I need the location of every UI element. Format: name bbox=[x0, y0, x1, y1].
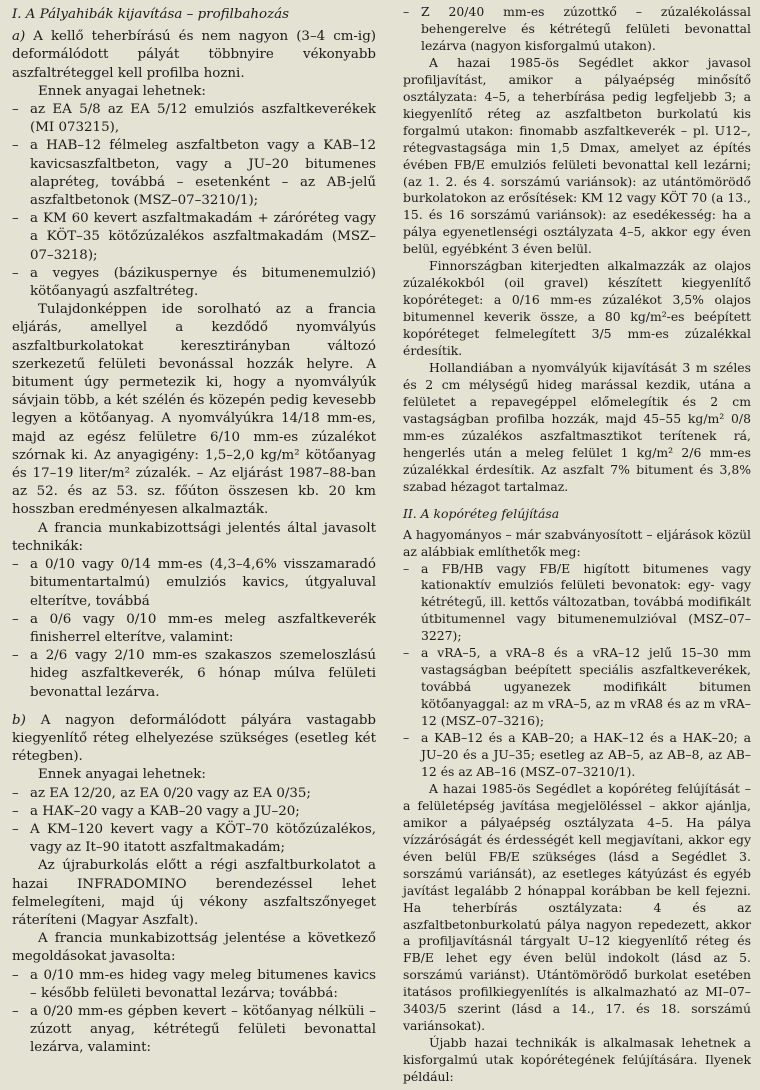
wear-item-3: – a KAB–12 és a KAB–20; a HAK–12 és a HAK–20; a JU–20 és a JU–35; esetleg az AB–5, az AB–8, az AB–12 és az AB–16 (MSZ–07–3210/1). bbox=[403, 730, 751, 781]
a-item-3: – a KM 60 kevert aszfaltmakadám + záróréteg vagy a KÖT–35 kötőzúzalékos aszfaltmakadám (MSZ–07–3218); bbox=[12, 210, 376, 265]
paragraph-segedlet-wear: A hazai 1985-ös Segédlet a kopóréteg felújítását – a felületépség javítása megjelöléssel – akkor ajánlja, amikor a pályaépség osztályzata 4–5. Ha pálya vízzáróságát és érdességét kell megjavítani, akkor egy éven belül FB/E szükséges (lásd a Segédlet 3. sorszámú variánsát), az esetleges kátyúzást és egyéb javítást legalább 2 hónappal korábban be kell fejezni. Ha teherbírás osztályzata: 4 és az aszfaltbetonburkolatú pálya nagyon repedezett, akkor a profiljavításnál tárgyalt U–12 kiegyenlítő réteg és FB/E lehet egy éven belül indokolt (lásd az 5. sorszámú variánst). Utántömörödő burkolat esetében itatásos profilkiegyenlítés is alkalmazható az MI–07–3403/5 szerint (lásd a 14., 17. és 18. sorszámú variánsokat). bbox=[403, 780, 751, 1034]
a-item-2: – a HAB–12 félmeleg aszfaltbeton vagy a KAB–12 kavicsaszfaltbeton, vagy a JU–20 bitumenes alapréteg, továbbá – esetenként – az AB-jelű aszfaltbetonok (MSZ–07–3210/1); bbox=[12, 137, 376, 210]
b-tech-1: – a 0/10 mm-es hideg vagy meleg bitumenes kavics – később felületi bevonattal lezárva; továbbá: bbox=[12, 967, 376, 1003]
subsection-b bbox=[12, 712, 376, 767]
subsection-a-letter: a) bbox=[12, 29, 26, 45]
b-item-1: – az EA 12/20, az EA 0/20 vagy az EA 0/35; bbox=[12, 785, 376, 803]
subsection-b-text: A nagyon deformálódott pályára vastagabb kiegyenlítő réteg elhelyezése szükséges (esetleg két rétegben). bbox=[12, 712, 376, 765]
paragraph-netherlands: Hollandiában a nyomvályúk kijavítását 3 m széles és 2 cm mélységű hideg marással kezdik, utána a felületet a repavegéppel előmelegítik és 2 cm vastagságban profilba hozzák, majd 45–55 kg/m² 0/8 mm-es zúzalékos aszfaltmasztikot terítenek rá, hengerlés után a meleg felület 1 kg/m² 2/6 mm-es zúzalékkal érdesítik. Az aszfalt 7% bitument és 3,8% szabad hézagot tartalmaz. bbox=[403, 360, 751, 494]
subsection-b-letter: b) bbox=[12, 712, 26, 728]
b-tech-2: – a 0/20 mm-es gépben kevert – kötőanyag nélküli – zúzott anyag, kétrétegű felületi bevonattal lezárva, valamint: bbox=[12, 1003, 376, 1058]
b-item-2: – a HAK–20 vagy a KAB–20 vagy a JU–20; bbox=[12, 803, 376, 821]
b-item-3: – A KM–120 kevert vagy a KÖT–70 kötőzúzalékos, vagy az It–90 itatott aszfaltmakadám; bbox=[12, 821, 376, 857]
b-paragraph-infradomino: Az újraburkolás előtt a régi aszfaltburkolatot a hazai INFRADOMINO berendezéssel lehet felmelegíteni, majd új vékony aszfaltszőnyeget ráteríteni (Magyar Aszfalt). bbox=[12, 858, 376, 928]
wear-item-1: – a FB/HB vagy FB/E higított bitumenes vagy kationaktív emulziós felületi bevonatok: egy- vagy kétrétegű, ill. kettős változatban, továbbá modifikált útbitumennel vagy bitumenemulzióval (MSZ–07–3227); bbox=[403, 561, 751, 646]
subsection-a-text: A kellő teherbírású és nem nagyon (3–4 cm-ig) deformálódott pályát többnyire vékonyabb aszfaltréteggel kell profilba hozni. bbox=[12, 29, 376, 81]
paragraph-segedlet-profile: A hazai 1985-ös Segédlet akkor javasol profiljavítást, amikor a pályaépség minősítő osztályzata: 4–5, a teherbírása pedig legfeljebb 3; a kiegyenlítő réteg az aszfaltbeton burkolatú kis forgalmú utakon: finomabb aszfaltkeverék – pl. U12–, rétegvastagsága min 1,5 Dmax, amelyet az építés évében FB/E emulziós felületi bevonattal kell lezárni; (az 1. 2. és 4. sorszámú variánsok): az utántömörödő burkolatokon az erősítések: KM 12 vagy KÖT 70 (a 13., 15. és 16 sorszámú variánsok): az esedékesség: ha a pálya egyenetlenségi osztályzata 4–5, akkor egy éven belül, egyébként 3 éven belül. bbox=[403, 54, 751, 257]
right-column bbox=[403, 4, 751, 1086]
left-column bbox=[12, 4, 376, 1058]
wear-item-2: – a vRA–5, a vRA–8 és a vRA–12 jelű 15–30 mm vastagságban beépített speciális aszfaltkeverékek, továbbá ugyanezek modifikált bitumen kötőanyaggal: az m vRA–5, az m vRA8 és az m vRA–12 (MSZ–07–3216); bbox=[403, 645, 751, 730]
subsection-a bbox=[12, 28, 376, 83]
section-heading-2: II. A kopóréteg felújítása bbox=[403, 505, 560, 521]
a-materials-intro: Ennek anyagai lehetnek: bbox=[38, 83, 206, 99]
b-paragraph-french: A francia munkabizottság jelentése a következő megoldásokat javasolta: bbox=[12, 931, 376, 965]
paragraph-new-techniques: Újabb hazai technikák is alkalmasak lehetnek a kisforgalmú utak kopórétegének felújítására. Ilyenek például: bbox=[403, 1035, 751, 1085]
a-tech-1: – a 0/10 vagy 0/14 mm-es (4,3–4,6% visszamaradó bitumentartalmú) emulziós kavics, útgyaluval elterítve, továbbá bbox=[12, 556, 376, 611]
a-tech-2: – a 0/6 vagy 0/10 mm-es meleg aszfaltkeverék finisherrel elterítve, valamint: bbox=[12, 611, 376, 647]
section-heading-1: I. A Pályahibák kijavítása – profilbahozás bbox=[12, 7, 289, 22]
a-tech-3: – a 2/6 vagy 2/10 mm-es szakaszos szemeloszlású hideg aszfaltkeverék, 6 hónap múlva felületi bevonattal lezárva. bbox=[12, 647, 376, 702]
paragraph-finland: Finnországban kiterjedten alkalmazzák az olajos zúzalékokból (oil gravel) készített kiegyenlítő kopóréteget: a 0/16 mm-es zúzalékot 3,5% olajos bitumennel keverik össze, a 80 kg/m²-es beépített kopóréteget felmelegített 3/5 mm-es zúzalékkal érdesítik. bbox=[403, 258, 751, 359]
a-item-4: – a vegyes (bázikuspernye és bitumenemulzió) kötőanyagú aszfaltréteg. bbox=[12, 265, 376, 301]
a-paragraph-french: Tulajdonképpen ide sorolható az a francia eljárás, amellyel a kezdődő nyomvályús aszfaltburkolatokat keresztirányban változó szerkezetű felületi bevonással hozzák helyre. A bitument úgy permetezik ki, hogy a nyomvályúk sávjain több, a két szélén és közepén pedig kevesebb legyen a kötőanyag. A nyomvályúkra 14/18 mm-es, majd az egész felületre 6/10 mm-es zúzalékot szórnak ki. Az anyagigény: 1,5–2,0 kg/m² kötőanyag és 17–19 liter/m² zúzalék. – Az eljárást 1987–88-ban az 52. és az 53. sz. főúton összesen kb. 20 km hosszban eredményesen alkalmazták. bbox=[12, 302, 376, 518]
paragraph-traditional: A hagyományos – már szabványosított – eljárások közül az alábbiak említhetők meg: bbox=[403, 526, 752, 559]
a-item-1: – az EA 5/8 az EA 5/12 emulziós aszfaltkeverékek (MI 073215), bbox=[12, 101, 376, 137]
b-tech-3: – Z 20/40 mm-es zúzottkő – zúzalékolással behengerelve és kétrétegű felületi bevonattal lezárva (nagyon kisforgalmú utakon). bbox=[403, 4, 751, 55]
b-materials-intro: Ennek anyagai lehetnek: bbox=[38, 767, 206, 783]
a-paragraph-techniques: A francia munkabizottsági jelentés által javasolt technikák: bbox=[12, 520, 376, 554]
